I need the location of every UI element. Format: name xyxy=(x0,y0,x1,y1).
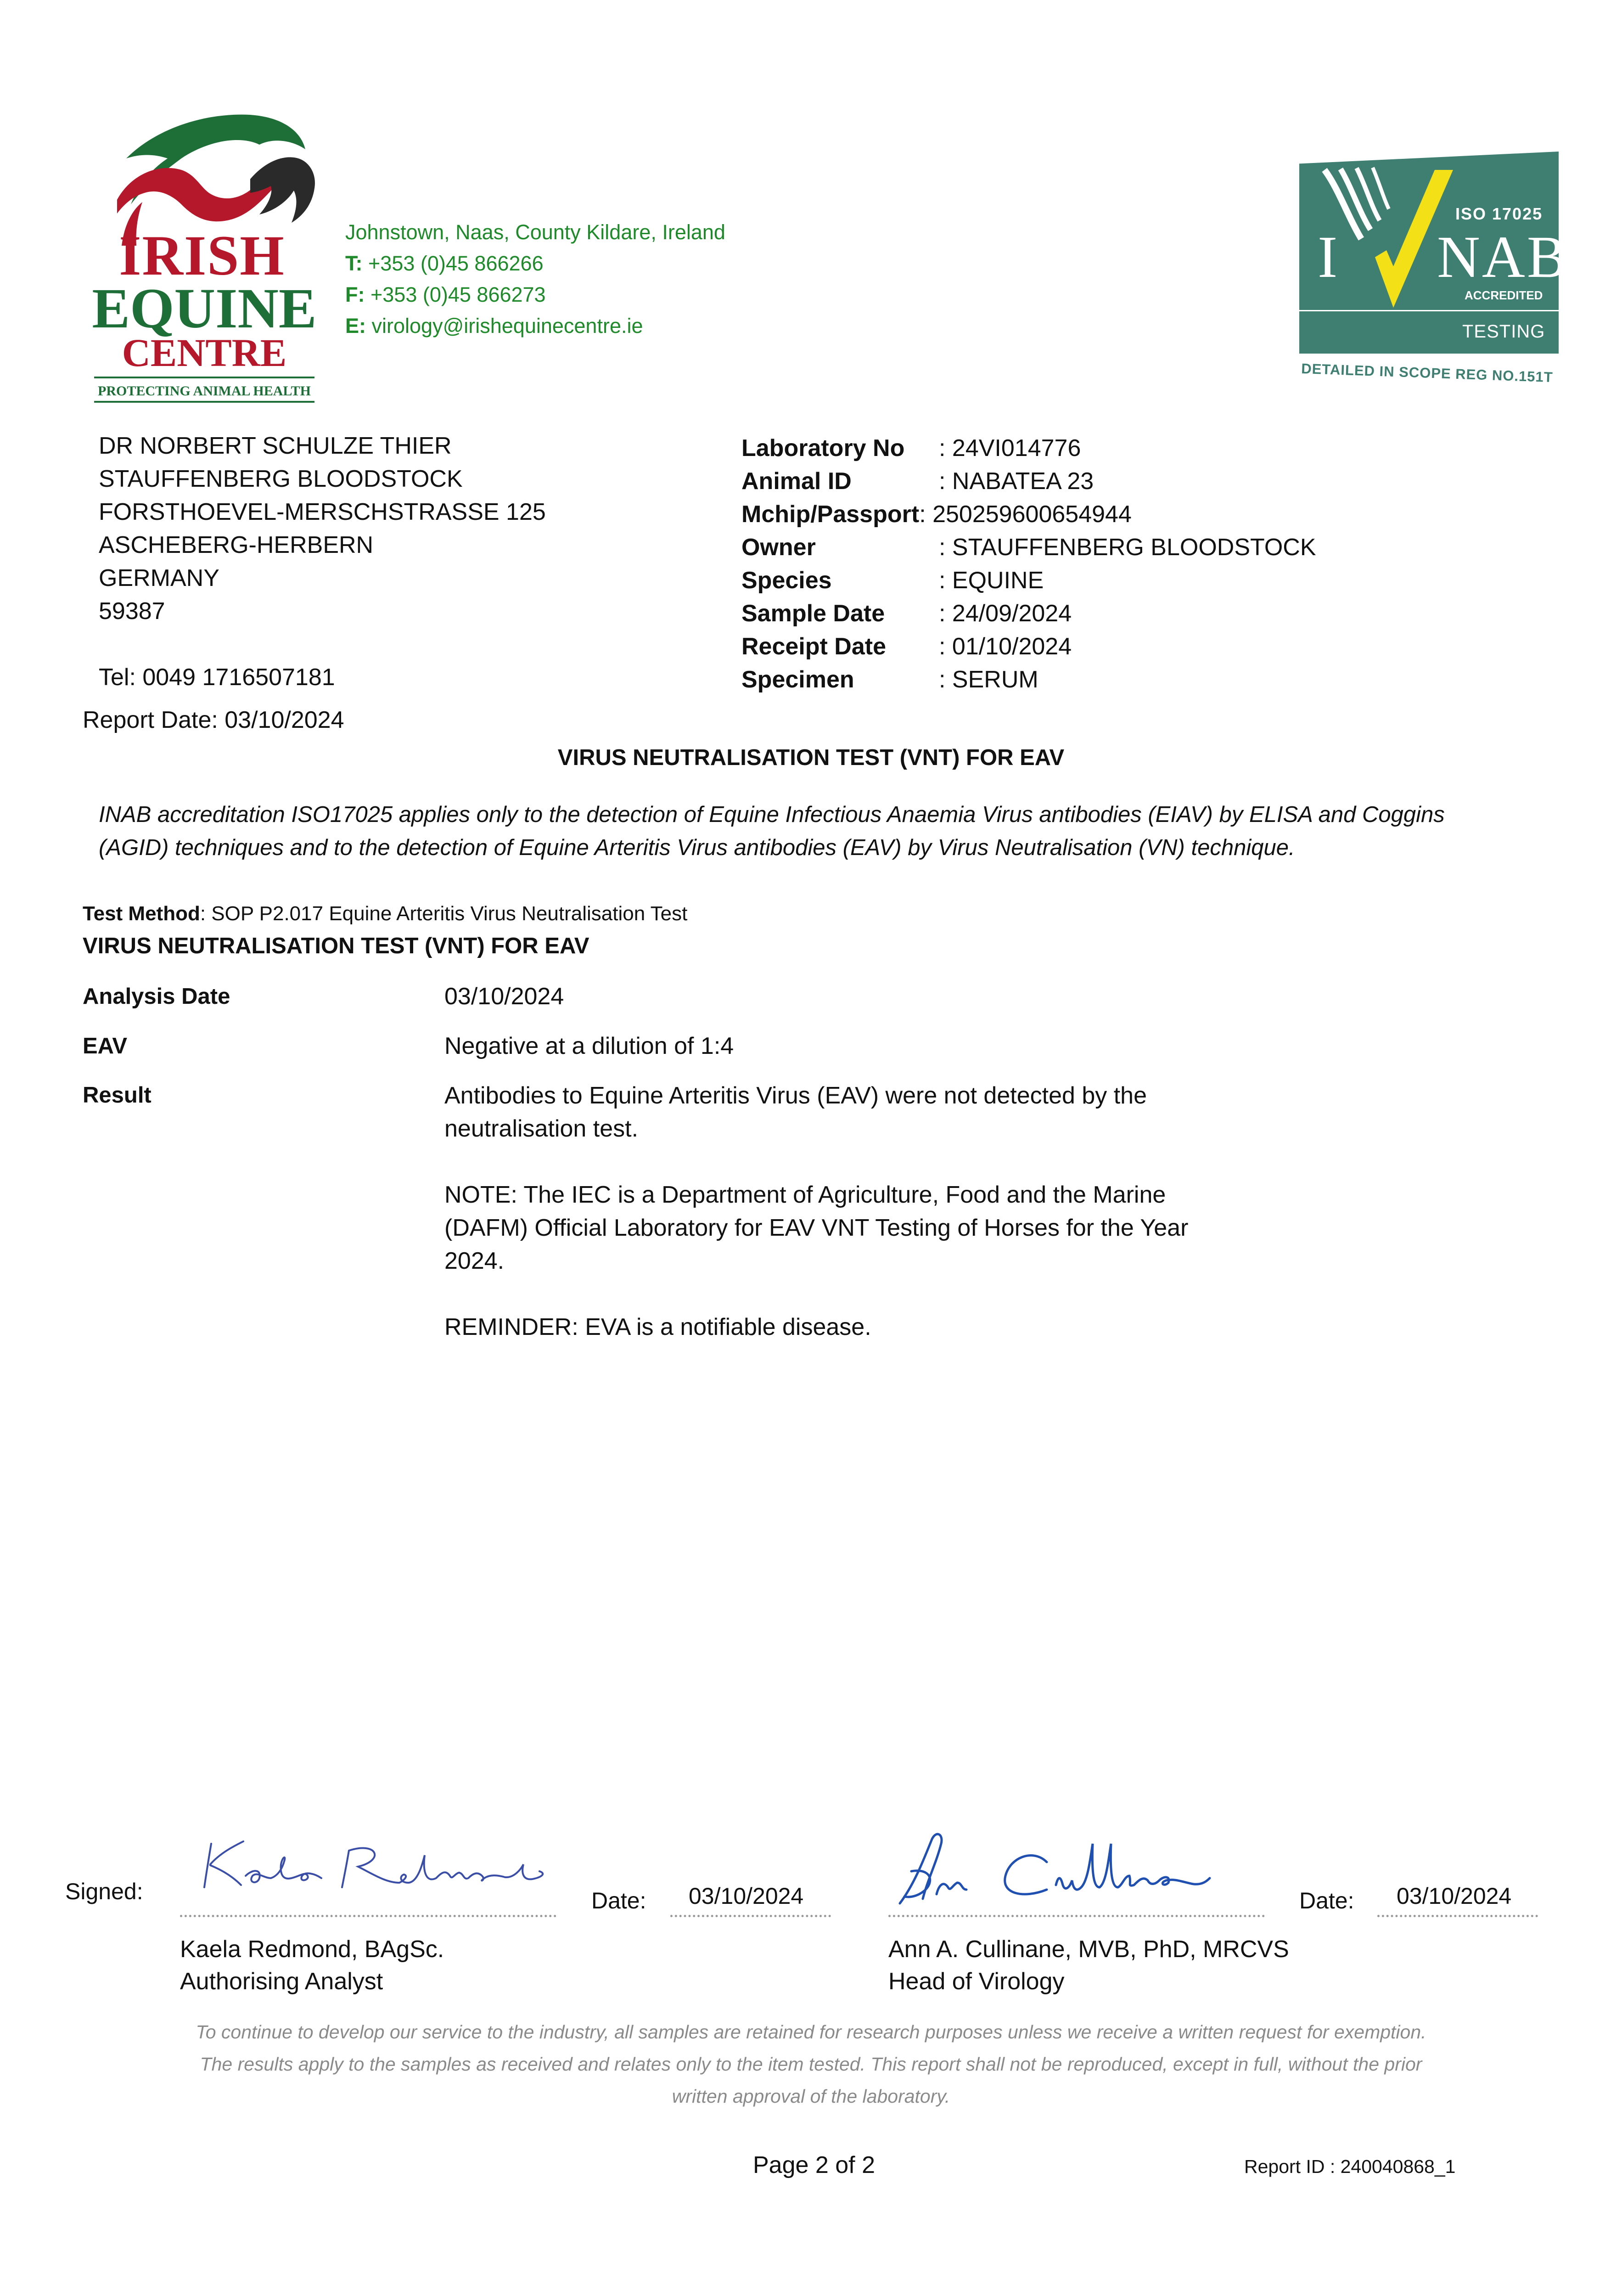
inab-brand-nab: NAB xyxy=(1437,224,1569,290)
detail-row xyxy=(741,498,1316,531)
result-note: NOTE: The IEC is a Department of Agriculture, Food and the Marine (DAFM) Official Laboratory for EAV VNT Testing of Horses for the Year 2024. xyxy=(444,1182,1189,1274)
inab-testing-label: TESTING xyxy=(1462,321,1545,342)
inab-badge xyxy=(1299,152,1569,390)
detail-label: Species xyxy=(741,567,832,594)
date-label-analyst: Date: xyxy=(591,1888,646,1913)
lab-logo xyxy=(90,94,328,406)
inab-scope-label: DETAILED IN SCOPE REG NO.151T xyxy=(1301,360,1554,386)
recipient-line: ASCHEBERG-HERBERN xyxy=(99,532,374,558)
logo-word-equine: EQUINE xyxy=(92,277,317,340)
signatory-head xyxy=(888,1933,1289,1998)
detail-row xyxy=(741,465,1316,498)
detail-label: Mchip/Passport xyxy=(741,501,920,528)
detail-row xyxy=(741,564,1316,597)
footer-line: written approval of the laboratory. xyxy=(672,2086,950,2107)
detail-row xyxy=(741,663,1316,696)
signature-head xyxy=(886,1830,1253,1913)
lab-fax: F: +353 (0)45 866273 xyxy=(345,283,546,306)
signature-line-analyst xyxy=(180,1915,556,1917)
detail-row xyxy=(741,531,1316,564)
results-heading: VIRUS NEUTRALISATION TEST (VNT) FOR EAV xyxy=(83,934,589,958)
detail-label: Specimen xyxy=(741,666,854,693)
signatory-role: Head of Virology xyxy=(888,1968,1065,1995)
detail-value: : NABATEA 23 xyxy=(939,468,1094,495)
test-method-value: : SOP P2.017 Equine Arteritis Virus Neutralisation Test xyxy=(200,902,688,925)
detail-row xyxy=(741,597,1316,630)
date-analyst: 03/10/2024 xyxy=(689,1883,804,1909)
signature-analyst-icon xyxy=(184,1832,560,1896)
logo-tagline: PROTECTING ANIMAL HEALTH xyxy=(98,383,311,399)
recipient-line: 59387 xyxy=(99,598,165,625)
signature-head-icon xyxy=(886,1830,1253,1913)
date-label-head: Date: xyxy=(1299,1888,1354,1913)
signature-line-head xyxy=(888,1915,1265,1917)
detail-label: Receipt Date xyxy=(741,633,886,660)
horse-logo-icon xyxy=(90,94,328,246)
sample-details xyxy=(741,432,1316,696)
test-method xyxy=(83,902,687,925)
inab-divider xyxy=(1299,310,1559,311)
detail-label: Sample Date xyxy=(741,600,885,627)
date-head: 03/10/2024 xyxy=(1397,1883,1512,1909)
lab-telephone: T: +353 (0)45 866266 xyxy=(345,252,544,275)
result-label: Result xyxy=(83,1083,152,1108)
section-title: VIRUS NEUTRALISATION TEST (VNT) FOR EAV xyxy=(557,745,1065,770)
detail-label: Laboratory No xyxy=(741,435,905,461)
logo-divider xyxy=(94,377,314,378)
lab-address: Johnstown, Naas, County Kildare, Ireland xyxy=(345,220,725,244)
footer-line: To continue to develop our service to the industry, all samples are retained for research purposes unless we receive a written request for exemption. xyxy=(196,2021,1426,2043)
detail-label: Animal ID xyxy=(741,468,852,495)
detail-value: : SERUM xyxy=(939,666,1038,693)
page-number: Page 2 of 2 xyxy=(753,2152,875,2178)
accreditation-note: INAB accreditation ISO17025 applies only to the detection of Equine Infectious Anaemia Virus antibodies (EIAV) by ELISA and Coggins (AGID) techniques and to the detection of Equine Arteritis Virus antibodies (EAV) by Virus Neutralisation (VN) technique. xyxy=(99,802,1445,860)
lab-email: E: virology@irishequinecentre.ie xyxy=(345,314,643,338)
report-id: Report ID : 240040868_1 xyxy=(1244,2156,1456,2177)
logo-word-centre: CENTRE xyxy=(122,331,287,375)
detail-value: : 250259600654944 xyxy=(919,501,1132,528)
signed-label: Signed: xyxy=(65,1879,143,1904)
footer-disclaimer xyxy=(0,2016,1622,2112)
recipient-address xyxy=(99,429,546,694)
detail-label: Owner xyxy=(741,534,816,561)
report-date: Report Date: 03/10/2024 xyxy=(83,707,344,733)
date-line-head xyxy=(1377,1915,1538,1917)
email-link[interactable]: virology@irishequinecentre.ie xyxy=(371,314,643,338)
signature-analyst xyxy=(184,1832,560,1906)
signatory-name: Ann A. Cullinane, MVB, PhD, MRCVS xyxy=(888,1936,1289,1963)
analysis-date-value: 03/10/2024 xyxy=(444,983,564,1010)
detail-row xyxy=(741,432,1316,465)
eav-label: EAV xyxy=(83,1034,128,1058)
result-paragraph: Antibodies to Equine Arteritis Virus (EAV) were not detected by the neutralisation test. xyxy=(444,1082,1147,1142)
date-line-analyst xyxy=(670,1915,831,1917)
signatory-name: Kaela Redmond, BAgSc. xyxy=(180,1936,444,1963)
detail-row xyxy=(741,630,1316,663)
lab-contact xyxy=(345,217,725,342)
detail-value: : 24VI014776 xyxy=(939,435,1081,461)
result-text xyxy=(444,1079,1225,1377)
recipient-line: STAUFFENBERG BLOODSTOCK xyxy=(99,466,463,492)
detail-value: : STAUFFENBERG BLOODSTOCK xyxy=(939,534,1316,561)
eav-value: Negative at a dilution of 1:4 xyxy=(444,1033,734,1059)
inab-brand-i: I xyxy=(1318,224,1338,290)
inab-accredited-label: ACCREDITED xyxy=(1465,288,1543,302)
result-reminder: REMINDER: EVA is a notifiable disease. xyxy=(444,1314,871,1340)
logo-divider-bottom xyxy=(94,401,314,403)
detail-value: : 01/10/2024 xyxy=(939,633,1072,660)
recipient-line: DR NORBERT SCHULZE THIER xyxy=(99,433,452,459)
signatory-analyst xyxy=(180,1933,444,1998)
detail-value: : 24/09/2024 xyxy=(939,600,1072,627)
signatory-role: Authorising Analyst xyxy=(180,1968,383,1995)
logo-word-irish: IRISH xyxy=(119,224,285,287)
recipient-telephone: Tel: 0049 1716507181 xyxy=(99,664,335,691)
footer-line: The results apply to the samples as received and relates only to the item tested. This report shall not be reproduced, except in full, without the prior xyxy=(200,2054,1422,2075)
recipient-line: GERMANY xyxy=(99,565,219,591)
recipient-line: FORSTHOEVEL-MERSCHSTRASSE 125 xyxy=(99,499,546,525)
analysis-date-label: Analysis Date xyxy=(83,984,230,1009)
inab-iso-label: ISO 17025 xyxy=(1455,204,1543,223)
test-method-label: Test Method xyxy=(83,902,200,925)
detail-value: : EQUINE xyxy=(939,567,1044,594)
